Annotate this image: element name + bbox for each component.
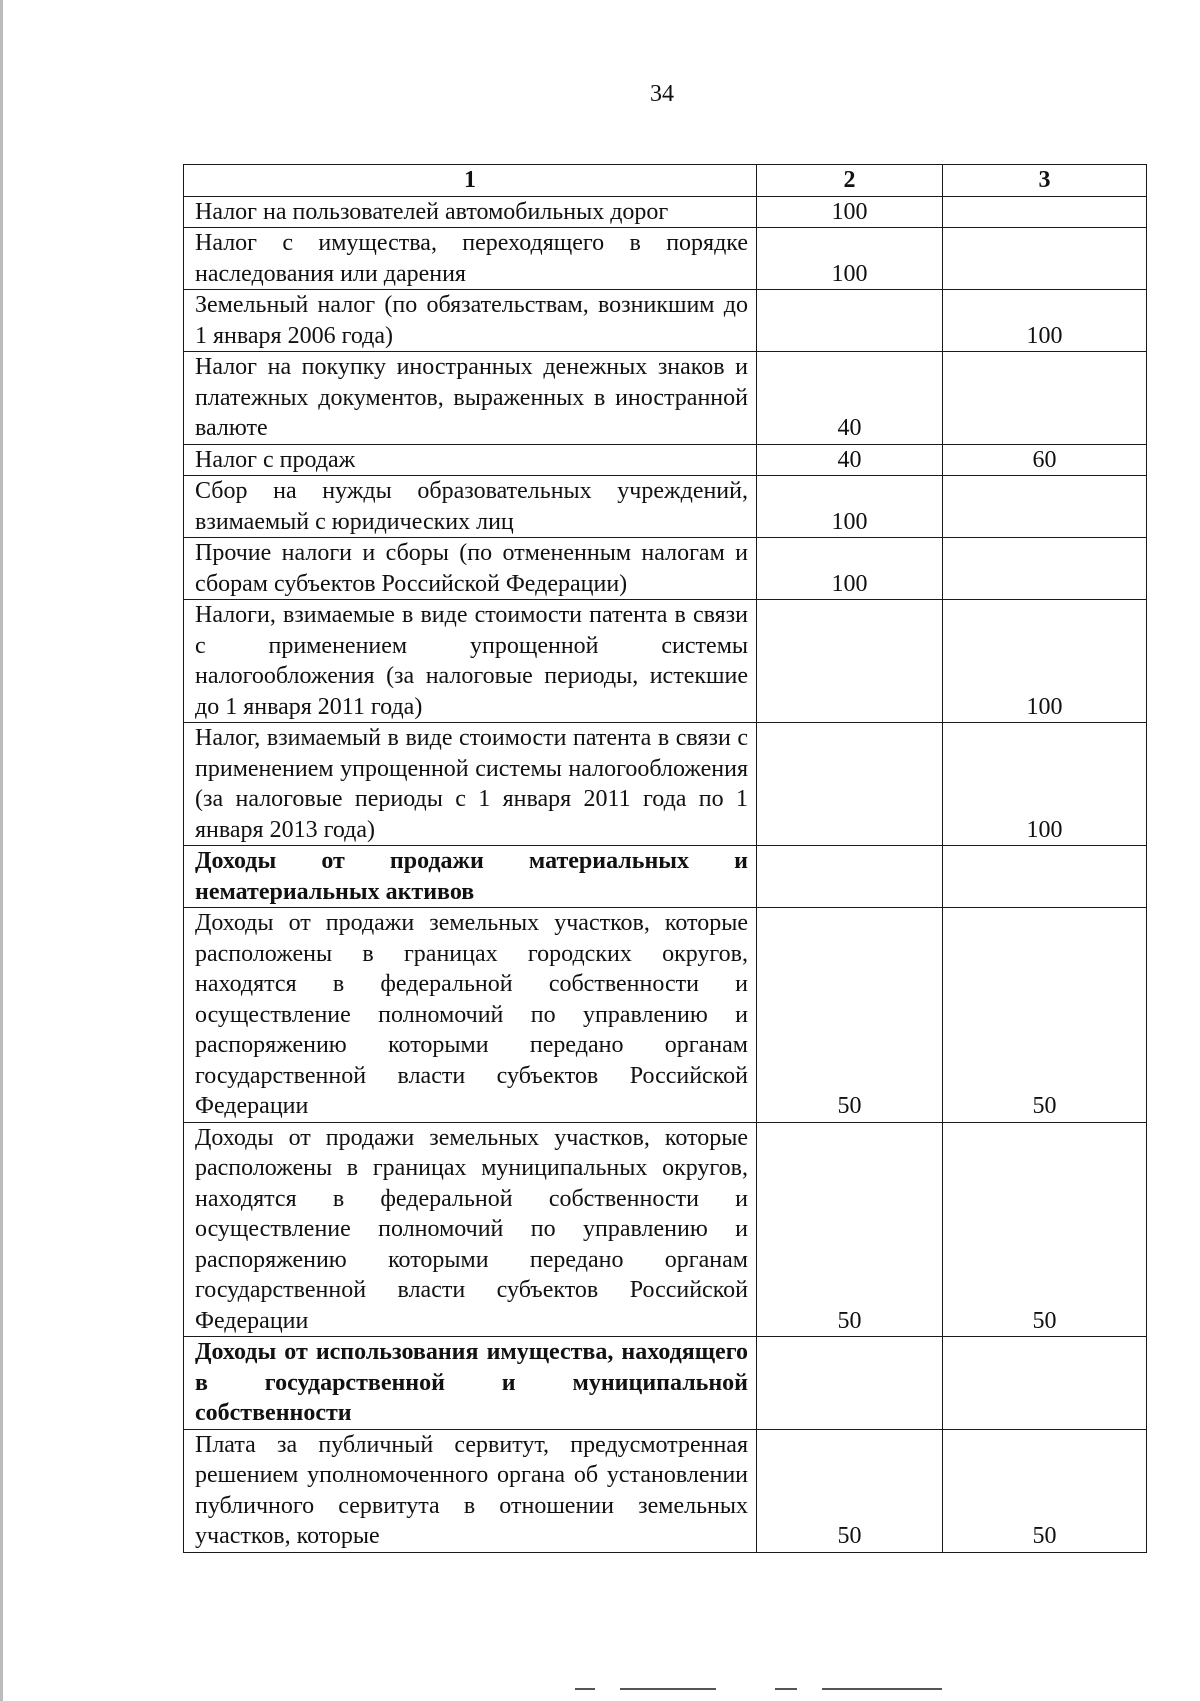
column-header-2: 2 <box>757 165 943 197</box>
row-name-cell: Сбор на нужды образовательных учреждений, взимаемый с юридических лиц <box>184 476 757 538</box>
row-col2-cell: 40 <box>757 444 943 476</box>
table-header-row <box>184 165 1147 197</box>
row-col3-cell <box>943 846 1147 908</box>
row-col3-cell: 50 <box>943 908 1147 1123</box>
table-row <box>184 1429 1147 1552</box>
row-name-cell: Доходы от продажи материальных и нематериальных активов <box>184 846 757 908</box>
row-col2-cell: 100 <box>757 228 943 290</box>
row-col3-cell: 100 <box>943 723 1147 846</box>
table-row <box>184 352 1147 445</box>
row-col3-cell <box>943 352 1147 445</box>
row-col2-cell: 40 <box>757 352 943 445</box>
row-col3-cell <box>943 1337 1147 1430</box>
row-col3-cell: 50 <box>943 1429 1147 1552</box>
row-col2-cell: 50 <box>757 908 943 1123</box>
row-name-cell: Налог на покупку иностранных денежных знаков и платежных документов, выраженных в иностранной валюте <box>184 352 757 445</box>
row-name-cell: Плата за публичный сервитут, предусмотренная решением уполномоченного органа об установлении публичного сервитута в отношении земельных участков, которые <box>184 1429 757 1552</box>
row-col3-cell <box>943 538 1147 600</box>
table-row <box>184 908 1147 1123</box>
row-col2-cell <box>757 846 943 908</box>
row-col2-cell: 50 <box>757 1122 943 1337</box>
row-name-cell: Доходы от использования имущества, находящего в государственной и муниципальной собственности <box>184 1337 757 1430</box>
row-col2-cell <box>757 290 943 352</box>
row-col3-cell: 50 <box>943 1122 1147 1337</box>
scan-artifact <box>575 1688 595 1690</box>
table-section-row <box>184 1337 1147 1430</box>
table-row <box>184 600 1147 723</box>
table-row <box>184 290 1147 352</box>
scan-left-edge <box>0 0 3 1701</box>
row-name-cell: Налог с имущества, переходящего в порядке наследования или дарения <box>184 228 757 290</box>
row-col2-cell <box>757 600 943 723</box>
row-name-cell: Земельный налог (по обязательствам, возникшим до 1 января 2006 года) <box>184 290 757 352</box>
table-section-row <box>184 846 1147 908</box>
column-header-3: 3 <box>943 165 1147 197</box>
row-name-cell: Доходы от продажи земельных участков, которые расположены в границах муниципальных округов, находятся в федеральной собственности и осуществление полномочий по управлению и распоряжению которыми передано органам государственной власти субъектов Российской Федерации <box>184 1122 757 1337</box>
table-row <box>184 476 1147 538</box>
table-row <box>184 444 1147 476</box>
row-col2-cell: 50 <box>757 1429 943 1552</box>
row-col2-cell: 100 <box>757 196 943 228</box>
table-row <box>184 1122 1147 1337</box>
table-row <box>184 196 1147 228</box>
row-col3-cell <box>943 196 1147 228</box>
row-col3-cell: 100 <box>943 600 1147 723</box>
row-name-cell: Налог на пользователей автомобильных дорог <box>184 196 757 228</box>
row-col3-cell: 60 <box>943 444 1147 476</box>
row-name-cell: Налог с продаж <box>184 444 757 476</box>
row-col3-cell <box>943 228 1147 290</box>
column-header-1: 1 <box>184 165 757 197</box>
table-row <box>184 538 1147 600</box>
scan-artifact <box>775 1688 797 1690</box>
row-col2-cell: 100 <box>757 538 943 600</box>
scan-artifact <box>822 1688 942 1690</box>
table-row <box>184 228 1147 290</box>
table-row <box>184 723 1147 846</box>
tax-distribution-table <box>183 164 1147 1553</box>
page-number: 34 <box>650 81 674 107</box>
row-name-cell: Налог, взимаемый в виде стоимости патента в связи с применением упрощенной системы налогообложения (за налоговые периоды с 1 января 2011 года по 1 января 2013 года) <box>184 723 757 846</box>
scan-artifact <box>620 1688 716 1690</box>
row-name-cell: Доходы от продажи земельных участков, которые расположены в границах городских округов, находятся в федеральной собственности и осуществление полномочий по управлению и распоряжению которыми передано органам государственной власти субъектов Российской Федерации <box>184 908 757 1123</box>
table-body <box>184 196 1147 1552</box>
row-col2-cell: 100 <box>757 476 943 538</box>
row-name-cell: Налоги, взимаемые в виде стоимости патента в связи с применением упрощенной системы налогообложения (за налоговые периоды, истекшие до 1 января 2011 года) <box>184 600 757 723</box>
row-name-cell: Прочие налоги и сборы (по отмененным налогам и сборам субъектов Российской Федерации) <box>184 538 757 600</box>
row-col2-cell <box>757 1337 943 1430</box>
row-col2-cell <box>757 723 943 846</box>
row-col3-cell <box>943 476 1147 538</box>
row-col3-cell: 100 <box>943 290 1147 352</box>
